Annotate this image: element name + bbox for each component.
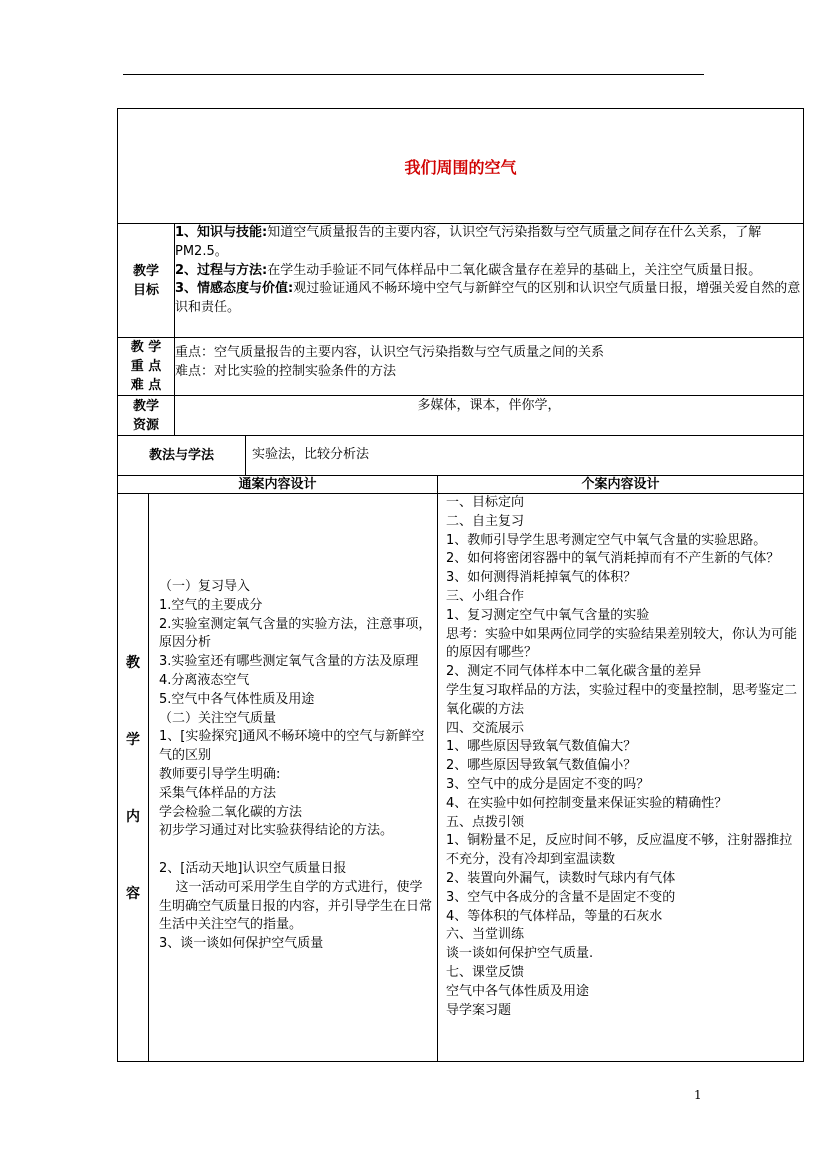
individual-line: 2、哪些原因导致氧气数值偏小？	[446, 758, 637, 774]
objective-1-head: 1、知识与技能:	[175, 225, 268, 240]
keypoint-difficulty: 难点：对比实验的控制实验条件的方法	[175, 363, 397, 379]
individual-line: 五、点拨引领	[446, 814, 525, 830]
individual-line: 四、交流展示	[446, 720, 525, 736]
methods-content: 实验法，比较分析法	[246, 436, 804, 476]
content-label-char-4: 容	[126, 886, 140, 902]
individual-line: 导学案习题	[446, 1002, 512, 1018]
individual-line: 3、空气中各成分的含量不是固定不变的	[446, 889, 676, 905]
header-rule	[123, 74, 704, 75]
individual-line: 2、装置向外漏气，读数时气球内有气体	[446, 870, 676, 886]
common-design-content	[149, 494, 438, 1062]
common-design-header: 通案内容设计	[118, 476, 438, 494]
individual-line: 1、复习测定空气中氧气含量的实验	[446, 607, 650, 623]
objective-2-head: 2、过程与方法:	[175, 262, 268, 278]
individual-line: 一、目标定向	[446, 495, 525, 510]
keypoints-label-line1: 教 学	[130, 340, 162, 355]
common-line: 2、[活动天地]认识空气质量日报	[159, 860, 347, 876]
common-line	[159, 841, 433, 860]
individual-line: 三、小组合作	[446, 588, 525, 604]
keypoints-label-line2: 重 点	[130, 359, 162, 374]
content-label-char-2: 学	[126, 732, 140, 748]
objectives-label	[118, 224, 175, 338]
page-number: 1	[694, 1088, 702, 1102]
individual-line: 3、空气中的成分是固定不变的吗？	[446, 776, 650, 792]
individual-line: 2、如何将密闭容器中的氧气消耗掉而有不产生新的气体？	[446, 551, 780, 567]
common-line: 这一活动可采用学生自学的方式进行，使学生明确空气质量日报的内容，并引导学生在日常生活中关注空气的指量。	[159, 879, 433, 933]
individual-line: 1、教师引导学生思考测定空气中氧气含量的实验思路。	[446, 532, 767, 548]
keypoints-label	[118, 338, 175, 396]
individual-line: 七、课堂反馈	[446, 964, 525, 980]
objective-3-head: 3、情感态度与价值:	[175, 281, 294, 297]
lesson-title: 我们周围的空气	[118, 109, 804, 224]
common-line: 采集气体样品的方法	[159, 785, 277, 801]
objective-1-text: 知道空气质量报告的主要内容，认识空气污染指数与空气质量之间存在什么关系，了解 PM2.5。	[175, 225, 762, 259]
content-label-char-3: 内	[126, 809, 140, 825]
objectives-label-line2: 目标	[132, 282, 159, 298]
common-line: 5.空气中各气体性质及用途	[159, 691, 315, 707]
objective-2-text: 在学生动手验证不同气体样品中二氧化碳含量存在差异的基础上，关注空气质量日报。	[267, 262, 762, 278]
common-line: 3.实验室还有哪些测定氧气含量的方法及原理	[159, 654, 419, 670]
objectives-content	[175, 224, 804, 338]
content-label	[118, 494, 149, 1062]
individual-line: 1、哪些原因导致氧气数值偏大？	[446, 739, 637, 755]
content-label-char-1: 教	[126, 655, 140, 671]
resources-label	[118, 396, 175, 436]
individual-line: 思考：实验中如果两位同学的实验结果差别较大，你认为可能的原因有哪些？	[446, 626, 798, 661]
individual-line: 学生复习取样品的方法，实验过程中的变量控制，思考鉴定二氧化碳的方法	[446, 682, 798, 717]
common-line: 4.分离液态空气	[159, 672, 250, 688]
objective-2	[175, 262, 803, 281]
methods-label: 教法与学法	[118, 436, 246, 476]
common-line: 学会检验二氧化碳的方法	[159, 804, 303, 820]
individual-line: 4、等体积的气体样品，等量的石灰水	[446, 908, 663, 924]
common-line: 初步学习通过对比实验获得结论的方法。	[159, 823, 394, 839]
resources-label-line2: 资源	[132, 417, 159, 433]
resources-content: 多媒体，课本，伴你学，	[175, 396, 804, 436]
individual-line: 二、自主复习	[446, 513, 525, 529]
objective-3-text: 观过验证通风不畅环境中空气与新鲜空气的区别和认识空气质量日报，增强关爱自然的意识和责任。	[175, 281, 801, 316]
resources-label-line1: 教学	[132, 398, 159, 414]
keypoints-label-line3: 难 点	[130, 378, 162, 393]
individual-line: 3、如何测得消耗掉氧气的体积？	[446, 570, 637, 586]
common-line: 2.实验室测定氧气含量的实验方法，注意事项，原因分析	[159, 616, 432, 651]
individual-line: 六、当堂训练	[446, 927, 525, 943]
individual-line: 4、在实验中如何控制变量来保证实验的精确性？	[446, 795, 728, 811]
common-line: （二）关注空气质量	[159, 710, 277, 726]
objective-3	[175, 280, 803, 318]
individual-design-content	[438, 494, 804, 1062]
lesson-plan-table	[117, 108, 804, 1062]
keypoints-content	[175, 338, 804, 396]
individual-line: 2、测定不同气体样本中二氧化碳含量的差异	[446, 664, 702, 680]
individual-line: 1、铜粉量不足，反应时间不够，反应温度不够，注射器推拉不充分，没有冷却到室温读数	[446, 833, 793, 868]
individual-line: 谈一谈如何保护空气质量.	[446, 946, 594, 962]
common-line: 3、谈一谈如何保护空气质量	[159, 936, 324, 952]
common-line: 1.空气的主要成分	[159, 597, 263, 613]
individual-line: 空气中各气体性质及用途	[446, 983, 590, 999]
keypoint-focus: 重点：空气质量报告的主要内容，认识空气污染指数与空气质量之间的关系	[175, 345, 605, 360]
objectives-label-line1: 教学	[132, 263, 159, 279]
common-line: 教师要引导学生明确:	[159, 766, 281, 782]
common-line: （一）复习导入	[159, 579, 251, 594]
common-line: 1、[实验探究]通风不畅环境中的空气与新鲜空气的区别	[159, 729, 425, 764]
individual-design-header: 个案内容设计	[438, 476, 804, 494]
objective-1	[175, 224, 803, 262]
